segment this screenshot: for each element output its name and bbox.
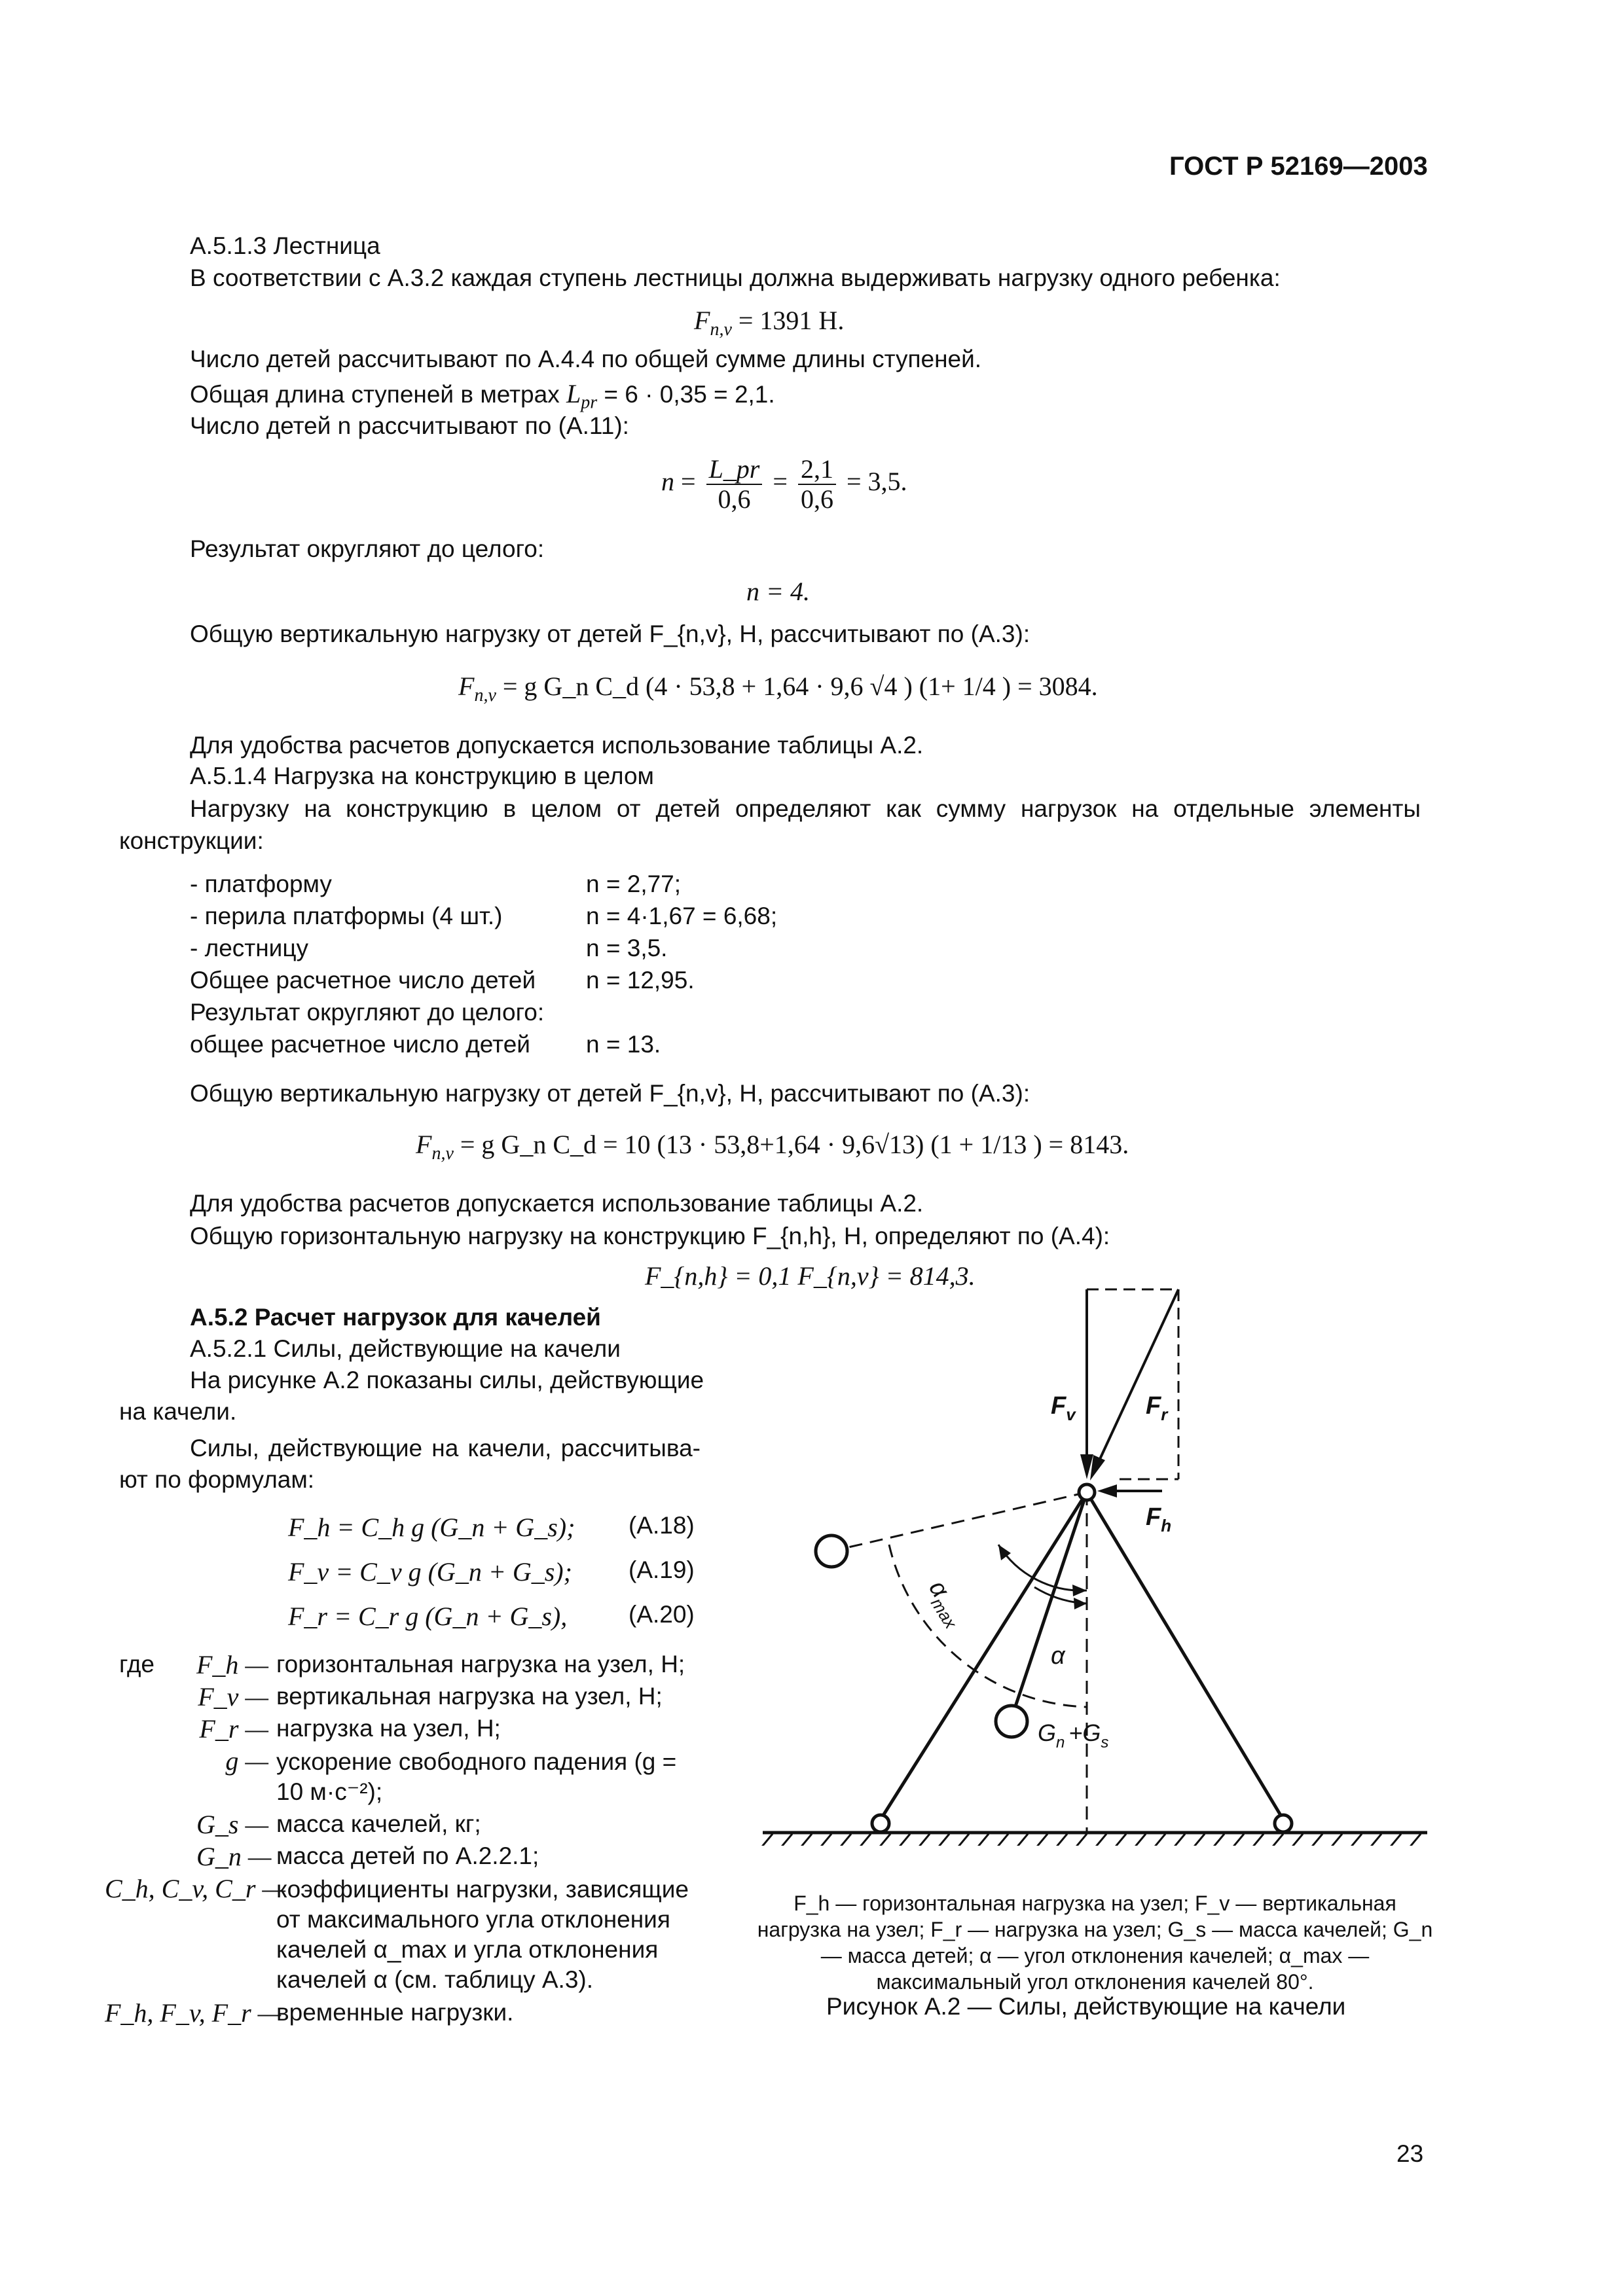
- formula-ref: (А.18): [629, 1512, 695, 1539]
- paragraph: На рисунке А.2 показаны силы, действующие: [190, 1367, 704, 1393]
- denominator: 0,6: [718, 484, 751, 514]
- paragraph: В соответствии с А.3.2 каждая ступень лестницы должна выдерживать нагрузку одного ребенка:: [190, 264, 1281, 291]
- support-right: [1275, 1815, 1292, 1832]
- paragraph: Общую горизонтальную нагрузку на конструкцию F_{n,h}, Н, определяют по (А.4):: [190, 1223, 1110, 1249]
- alpha-arrow-head: [1074, 1598, 1087, 1609]
- equation-fnv-8143: $F_{n,v} = g$ G_n C_d = 10 (13 · 53,8+1,64 · 9,6√13) (1 + 1/13 ) = 8143.: [416, 1130, 1129, 1164]
- legend-symbol: F_h, F_v, F_r —: [105, 1998, 282, 2028]
- equation-body: = g G_n C_d = 10 (13 · 53,8+1,64 · 9,6√13) (1 + 1/13 ) = 8143.: [460, 1130, 1129, 1159]
- fr-arrow-line: [1097, 1289, 1178, 1466]
- max-swing-line: [831, 1492, 1087, 1551]
- label-mass: $G_n +G_s$: [1038, 1719, 1109, 1751]
- paragraph: Для удобства расчетов допускается использование таблицы А.2.: [190, 1190, 924, 1217]
- paragraph: на качели.: [119, 1398, 237, 1425]
- list-item-value: n = 4·1,67 = 6,68;: [586, 903, 778, 929]
- label-fr: $F_r$: [1146, 1392, 1168, 1424]
- figure-caption: F_h — горизонтальная нагрузка на узел; F_v — вертикальная нагрузка на узел; F_r — нагрузка на узел; G_s — масса качелей; G_n — масса детей; α — угол отклонения качелей; α_max — максимальный угол отклонения качелей 80°.: [757, 1892, 1433, 1994]
- equation-fnv: $F_{n,v} = 1391$ Н.: [694, 306, 845, 340]
- legend-symbol: C_h, C_v, C_r —: [105, 1874, 285, 1903]
- formula-ref: (А.19): [629, 1556, 695, 1583]
- equation-fnv-3084: $F_{n,v} = g$ G_n C_d (4 · 53,8 + 1,64 · 9,6 √4 ) (1+ 1/4 ) = 3084.: [458, 672, 1098, 706]
- text: = 6 · 0,35 = 2,1.: [604, 381, 775, 408]
- equation-rhs: = 1391 Н.: [738, 306, 845, 335]
- legend-symbol: g —: [225, 1746, 268, 1776]
- legend-desc: временные нагрузки.: [276, 1999, 514, 2026]
- legend-desc: нагрузка на узел, Н;: [276, 1715, 501, 1742]
- list-item-value: n = 2,77;: [586, 870, 682, 897]
- legend-desc: горизонтальная нагрузка на узел, Н;: [276, 1651, 685, 1677]
- alpha-max-inner-arc: [998, 1545, 1087, 1590]
- paragraph: Нагрузку на конструкцию в целом от детей определяют как сумму нагрузок на отдельные элементы: [190, 795, 1421, 822]
- where-label: где: [119, 1651, 155, 1677]
- standard-number: ГОСТ Р 52169—2003: [1169, 152, 1428, 181]
- formula-a18: F_h = C_h g (G_n + G_s);: [288, 1513, 575, 1542]
- list-item-label: - платформу: [190, 870, 332, 897]
- formula-a19: F_v = C_v g (G_n + G_s);: [288, 1557, 572, 1587]
- paragraph: Число детей рассчитывают по А.4.4 по общей сумме длины ступеней.: [190, 346, 982, 372]
- figure-title: Рисунок А.2 — Силы, действующие на качели: [826, 1993, 1346, 2020]
- legend-desc: коэффициенты нагрузки, зависящие от максимального угла отклонения качелей α_max и угла отклонения качелей α (см. таблицу А.3).: [276, 1876, 689, 1993]
- equation-fnh: F_{n,h} = 0,1 F_{n,v} = 814,3.: [645, 1261, 976, 1291]
- paragraph: Результат округляют до целого:: [190, 535, 545, 562]
- text: Общая длина ступеней в метрах: [190, 381, 560, 408]
- legend-symbol: G_s —: [196, 1810, 269, 1839]
- seat-current-position: [996, 1706, 1027, 1737]
- formula-ref: (А.20): [629, 1601, 695, 1628]
- paragraph: Общую вертикальную нагрузку от детей F_{n,v}, Н, рассчитывают по (А.3):: [190, 1080, 1030, 1107]
- legend-desc: вертикальная нагрузка на узел, Н;: [276, 1683, 663, 1710]
- label-fh: $F_h$: [1146, 1503, 1172, 1535]
- ground-hatching: [759, 1834, 1421, 1846]
- legend-symbol: F_v —: [198, 1682, 268, 1712]
- list-item-label: - перила платформы (4 шт.): [190, 903, 503, 929]
- formula-a20: F_r = C_r g (G_n + G_s),: [288, 1602, 568, 1631]
- paragraph: Число детей n рассчитывают по (А.11):: [190, 412, 629, 439]
- paragraph: Общая длина ступеней в метрах $L_{pr} = 6 \cdot 0,35 = 2,1$.: [190, 379, 775, 413]
- legend-symbol: F_r —: [199, 1714, 268, 1744]
- label-fv: $F_v$: [1051, 1392, 1076, 1424]
- list-item-label: общее расчетное число детей: [190, 1031, 530, 1058]
- list-item-value: n = 12,95.: [586, 967, 695, 994]
- subsection-heading: А.5.2.1 Силы, действующие на качели: [190, 1335, 621, 1362]
- paragraph: конструкции:: [119, 827, 264, 854]
- list-item-label: Результат округляют до целого:: [190, 999, 545, 1026]
- paragraph: ют по формулам:: [119, 1466, 315, 1493]
- equation-n-rounded: n = 4.: [746, 577, 810, 606]
- alpha-max-arc: [889, 1545, 1087, 1707]
- frame-leg-right: [1087, 1492, 1283, 1820]
- paragraph: Силы, действующие на качели, рассчитыва-: [190, 1435, 701, 1462]
- legend-desc: масса качелей, кг;: [276, 1810, 481, 1837]
- label-alpha-max: $\alpha_{max}$: [923, 1575, 961, 1632]
- numerator: L_pr: [706, 455, 763, 485]
- swing-force-diagram: [753, 1283, 1440, 1846]
- section-heading-ladder: А.5.1.3 Лестница: [190, 232, 380, 259]
- section-heading-whole: А.5.1.4 Нагрузка на конструкцию в целом: [190, 762, 654, 789]
- paragraph: Для удобства расчетов допускается использование таблицы А.2.: [190, 732, 924, 759]
- list-item-label: Общее расчетное число детей: [190, 967, 536, 994]
- pivot-node: [1079, 1484, 1095, 1500]
- numerator: 2,1: [798, 455, 836, 485]
- section-heading-swing: А.5.2 Расчет нагрузок для качелей: [190, 1304, 601, 1331]
- alpha-max-arrow-right: [1072, 1585, 1087, 1596]
- list-item-value: n = 13.: [586, 1031, 661, 1058]
- fh-arrow-head: [1097, 1484, 1117, 1498]
- denominator: 0,6: [800, 484, 833, 514]
- support-left: [872, 1815, 889, 1832]
- label-alpha: α: [1051, 1642, 1065, 1670]
- paragraph: Общую вертикальную нагрузку от детей F_{n,v}, Н, рассчитывают по (А.3):: [190, 620, 1030, 647]
- equation-n: n = $\frac{L\_pr}{0,6}$ = $\frac{2,1}{0,6}$ = 3,5.: [661, 454, 907, 514]
- equation-rhs: = 3,5.: [846, 467, 907, 497]
- legend-symbol: F_h —: [196, 1650, 268, 1679]
- list-item-value: n = 3,5.: [586, 935, 668, 961]
- legend-desc: масса детей по А.2.2.1;: [276, 1842, 539, 1869]
- page-number: 23: [1396, 2140, 1424, 2167]
- equation-body: = g G_n C_d (4 · 53,8 + 1,64 · 9,6 √4 ) (1+ 1/4 ) = 3084.: [502, 672, 1098, 701]
- legend-desc: ускорение свободного падения (g = 10 м·с⁻²);: [276, 1748, 677, 1805]
- list-item-label: - лестницу: [190, 935, 309, 961]
- legend-symbol: G_n —: [196, 1842, 272, 1871]
- seat-max-position: [816, 1535, 847, 1567]
- fr-arrow-head: [1090, 1455, 1105, 1480]
